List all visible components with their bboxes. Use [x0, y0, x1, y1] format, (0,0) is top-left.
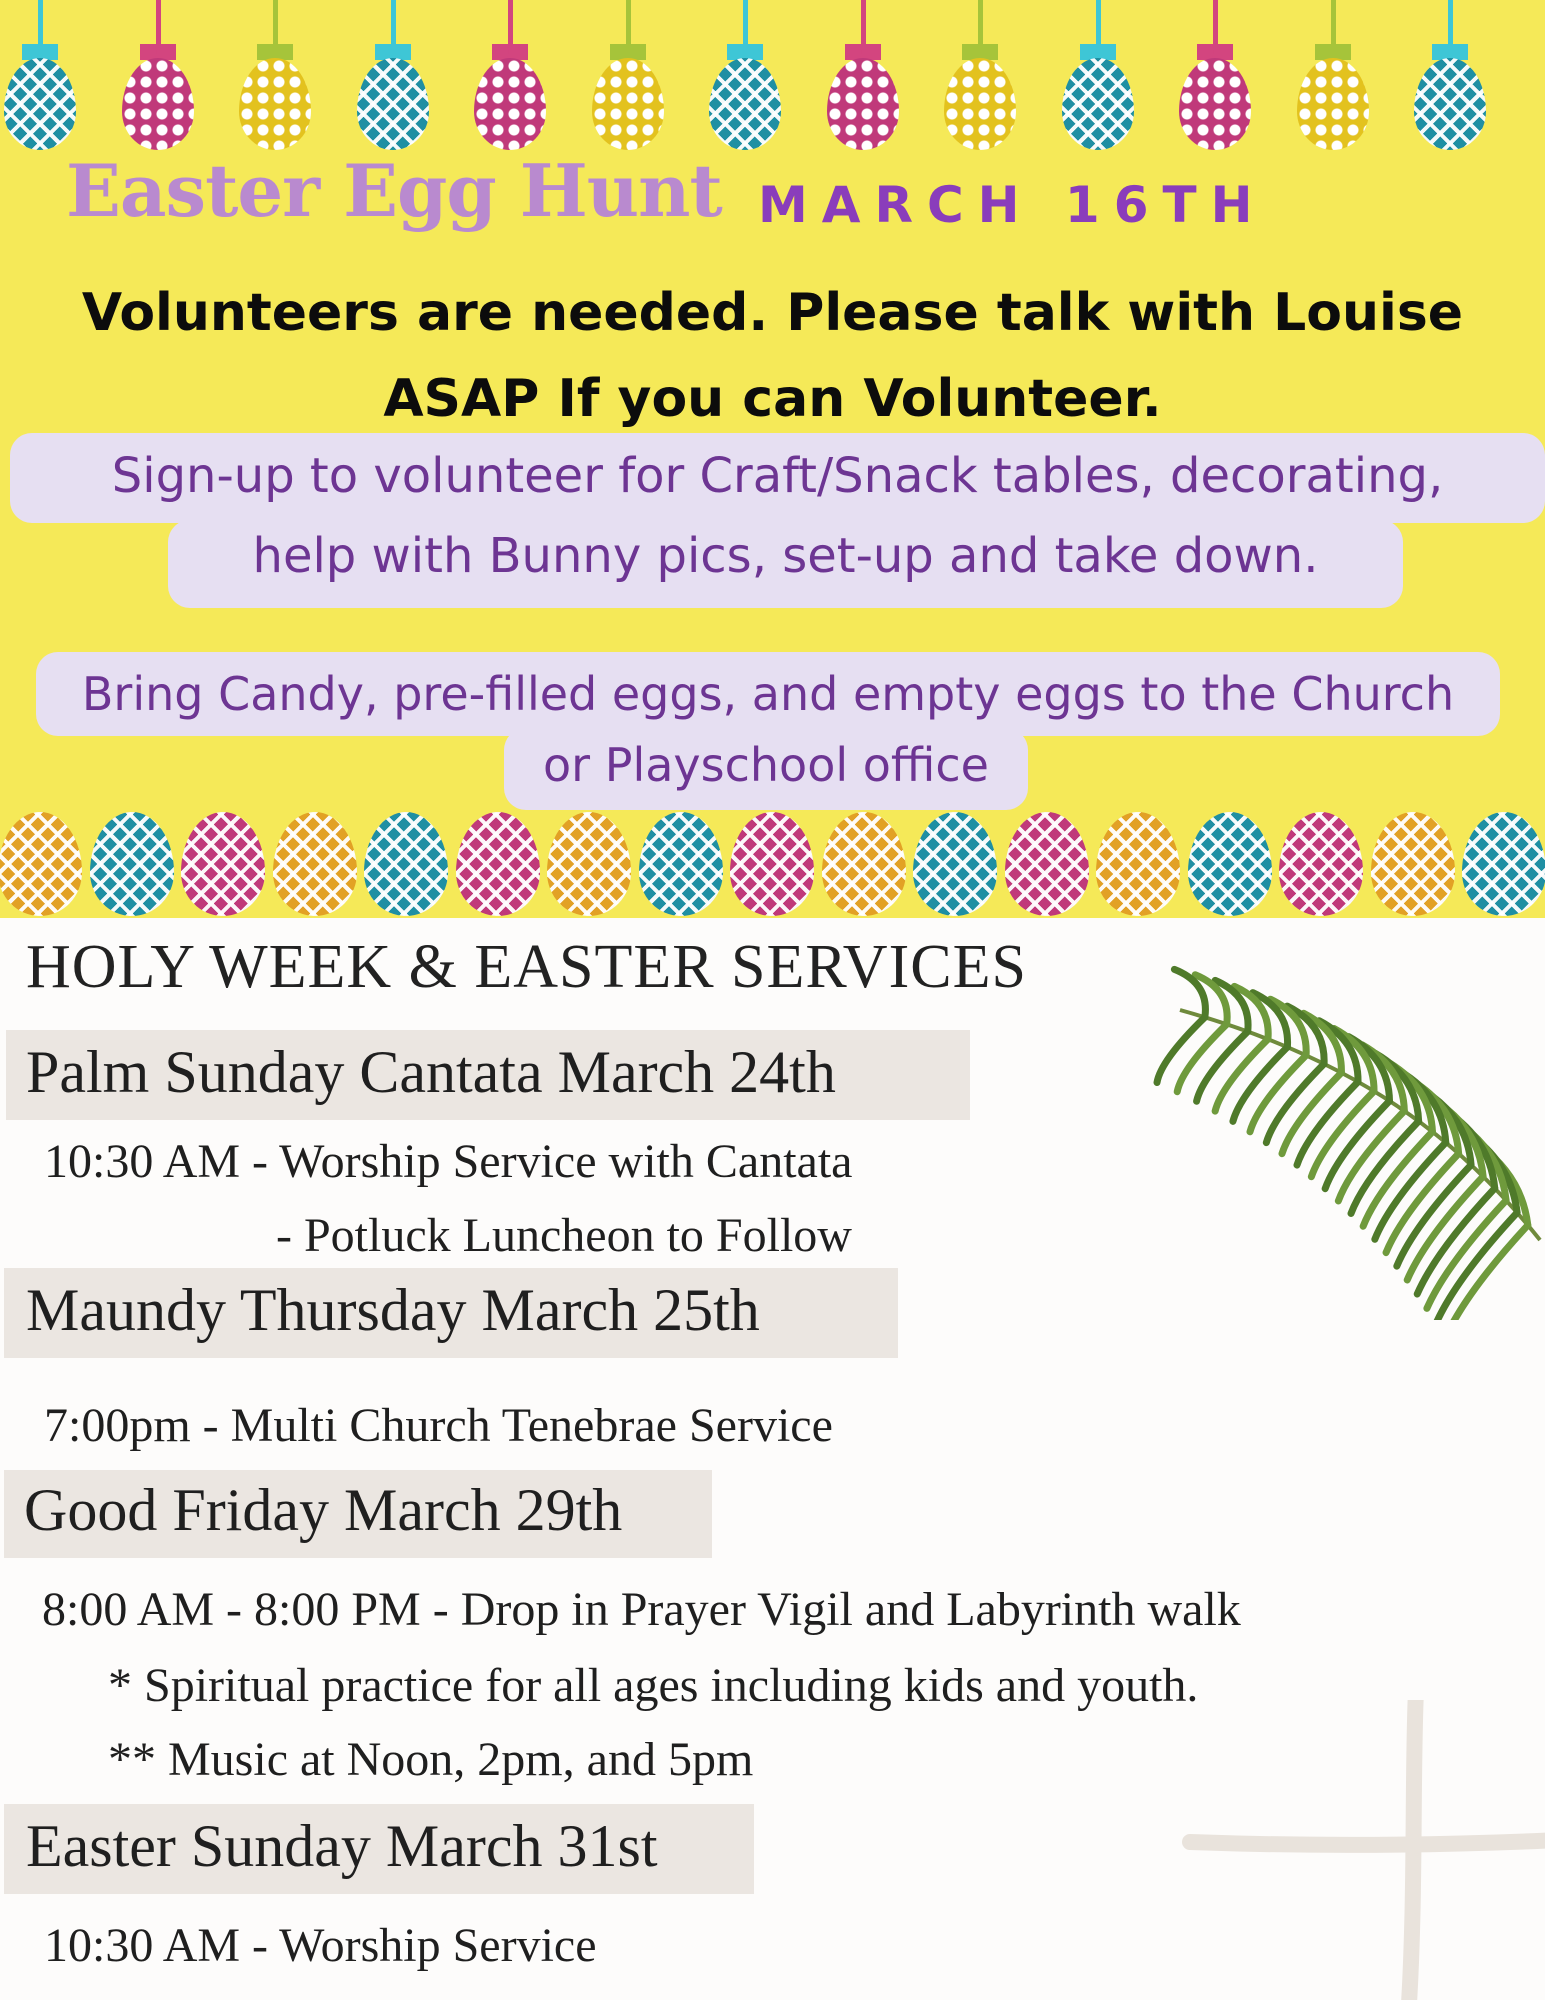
pink-zigzag-egg [730, 812, 814, 916]
yellow-dotted-egg [940, 0, 1020, 155]
egg-icon [239, 58, 311, 150]
yellow-dotted-egg [235, 0, 315, 155]
pink-dotted-egg [470, 0, 550, 155]
easter-sunday-line-1: 10:30 AM - Worship Service [44, 1919, 597, 1972]
egg-icon [1062, 58, 1134, 150]
egg-string [743, 0, 748, 50]
egg-string [1213, 0, 1218, 50]
teal-zigzag-egg [0, 0, 80, 155]
cross-icon [1180, 1700, 1545, 2000]
pink-dotted-egg [823, 0, 903, 155]
teal-zigzag-egg [364, 812, 448, 916]
teal-zigzag-egg [913, 812, 997, 916]
orange-zigzag-egg [822, 812, 906, 916]
palm-sunday-line-1: 10:30 AM - Worship Service with Cantata [44, 1135, 853, 1188]
orange-zigzag-egg [547, 812, 631, 916]
egg-icon [1297, 58, 1369, 150]
pink-zigzag-egg [456, 812, 540, 916]
palm-leaf-icon [1060, 940, 1545, 1320]
easter-sunday-title: Easter Sunday March 31st [26, 1813, 658, 1879]
egg-string [273, 0, 278, 50]
pink-dotted-egg [1175, 0, 1255, 155]
orange-zigzag-egg [1371, 812, 1455, 916]
egg-icon [1414, 58, 1486, 150]
orange-zigzag-egg [1096, 812, 1180, 916]
signup-line-1: Sign-up to volunteer for Craft/Snack tables, decorating, [111, 448, 1444, 504]
egg-icon [827, 58, 899, 150]
egg-string [38, 0, 43, 50]
teal-zigzag-egg [639, 812, 723, 916]
egg-icon [122, 58, 194, 150]
pink-zigzag-egg [181, 812, 265, 916]
volunteer-notice [40, 270, 1505, 442]
egg-icon [4, 58, 76, 150]
pink-zigzag-egg [1279, 812, 1363, 916]
maundy-thursday-title: Maundy Thursday March 25th [26, 1277, 760, 1343]
pink-zigzag-egg [1005, 812, 1089, 916]
bring-line-1: Bring Candy, pre-filled eggs, and empty eggs to the Church [81, 667, 1455, 721]
egg-icon [474, 58, 546, 150]
good-friday-title: Good Friday March 29th [24, 1477, 623, 1543]
egg-string [861, 0, 866, 50]
volunteer-line-2: ASAP If you can Volunteer. [383, 369, 1162, 429]
egg-string [626, 0, 631, 50]
egg-string [391, 0, 396, 50]
good-friday-line-2: * Spiritual practice for all ages including kids and youth. [108, 1659, 1199, 1712]
bring-line-2: or Playschool office [543, 738, 989, 792]
teal-zigzag-egg [1188, 812, 1272, 916]
teal-zigzag-egg [1058, 0, 1138, 155]
teal-zigzag-egg [353, 0, 433, 155]
egg-hunt-section [0, 0, 1545, 918]
egg-hunt-date: MARCH 16TH [758, 176, 1267, 234]
yellow-dotted-egg [588, 0, 668, 155]
teal-zigzag-egg [1410, 0, 1490, 155]
good-friday-line-3: ** Music at Noon, 2pm, and 5pm [108, 1733, 754, 1786]
signup-line-2: help with Bunny pics, set-up and take down. [252, 528, 1319, 584]
orange-zigzag-egg [273, 812, 357, 916]
orange-zigzag-egg [0, 812, 82, 916]
teal-zigzag-egg [705, 0, 785, 155]
pink-dotted-egg [118, 0, 198, 155]
volunteer-line-1: Volunteers are needed. Please talk with Louise [81, 283, 1464, 343]
egg-hunt-title: Easter Egg Hunt [66, 148, 722, 233]
egg-string [508, 0, 513, 50]
palm-sunday-title: Palm Sunday Cantata March 24th [26, 1039, 836, 1105]
egg-string [1448, 0, 1453, 50]
teal-zigzag-egg [1462, 812, 1545, 916]
palm-sunday-line-2: - Potluck Luncheon to Follow [276, 1209, 852, 1262]
maundy-thursday-line-1: 7:00pm - Multi Church Tenebrae Service [44, 1399, 833, 1452]
egg-icon [944, 58, 1016, 150]
egg-string [1331, 0, 1336, 50]
egg-string [978, 0, 983, 50]
teal-zigzag-egg [90, 812, 174, 916]
egg-string [1096, 0, 1101, 50]
egg-icon [1179, 58, 1251, 150]
egg-icon [357, 58, 429, 150]
services-heading: HOLY WEEK & EASTER SERVICES [26, 933, 1027, 1001]
good-friday-line-1: 8:00 AM - 8:00 PM - Drop in Prayer Vigil and Labyrinth walk [42, 1583, 1241, 1636]
egg-icon [709, 58, 781, 150]
egg-icon [592, 58, 664, 150]
egg-string [156, 0, 161, 50]
yellow-dotted-egg [1293, 0, 1373, 155]
